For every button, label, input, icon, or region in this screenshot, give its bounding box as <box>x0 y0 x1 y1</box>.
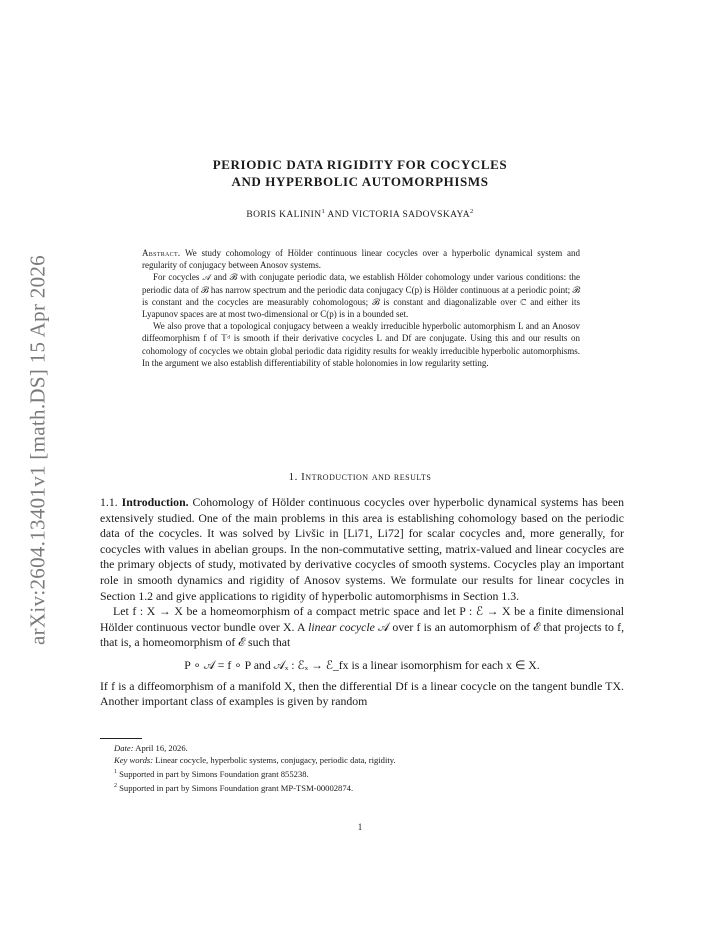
author-2-mark: 2 <box>469 208 474 215</box>
author-1: BORIS KALININ <box>246 210 322 221</box>
paper-title <box>100 156 620 190</box>
date-label: Date: <box>114 743 134 753</box>
footnote-rule <box>100 738 142 739</box>
author-line <box>100 208 620 220</box>
abstract-text-1: We study cohomology of Hölder continuous linear cocycles over a hyperbolic dynamical system and regularity of conjugacy between Anosov systems. <box>142 248 580 271</box>
arxiv-sidebar-stamp <box>18 245 58 655</box>
emphasis-linear-cocycle: linear cocycle <box>308 619 375 634</box>
intro-paragraph-1 <box>100 495 624 604</box>
footnote-1-mark: 1 <box>114 769 117 775</box>
abstract-paragraph-1 <box>142 247 580 271</box>
intro-paragraph-3: If f is a diffeomorphism of a manifold X, then the differential Df is a linear cocycle on the tangent bundle TX. Another important class of examples is given by random <box>100 678 624 709</box>
subsection-number: 1.1. <box>100 495 122 509</box>
author-2: VICTORIA SADOVSKAYA <box>351 210 470 221</box>
title-line-2: AND HYPERBOLIC AUTOMORPHISMS <box>231 174 489 189</box>
author-1-mark: 1 <box>321 208 326 215</box>
footnote-keywords <box>114 754 624 766</box>
keywords-label: Key words: <box>114 755 154 765</box>
display-equation: P ∘ 𝒜 = f ∘ P and 𝒜ₓ : ℰₓ → ℰ_fx is a linear isomorphism for each x ∈ X. <box>184 657 540 672</box>
footnote-2-mark: 2 <box>114 782 117 789</box>
arxiv-identifier: arXiv:2604.13401v1 [math.DS] 15 Apr 2026 <box>25 255 50 645</box>
subsection-title: Introduction. <box>121 495 189 509</box>
footnote-1-text: Supported in part by Simons Foundation grant 855238. <box>117 768 309 779</box>
abstract-paragraph-2: For cocycles 𝒜 and ℬ with conjugate periodic data, we establish Hölder cohomology under various conditions: the periodic data of ℬ has narrow spectrum and the periodic data conjugacy C(p) is Hölder continuous at a periodic point; ℬ is constant and the cocycles are measurably cohomologous; ℬ is constant and diagonalizable over ℂ and either its Lyapunov spaces are at most two-dimensional or C(p) is in a bounded set. <box>142 272 580 320</box>
footnote-2 <box>114 780 624 794</box>
intro-text-1: Cohomology of Hölder continuous cocycles over hyperbolic dynamical systems has been extensively studied. One of the main problems in this area is establishing cohomology based on the periodic data of the cocycles. It was solved by Livšic in [Li71, Li72] for scalar cocycles and, more generally, for cocycles with values in abelian groups. In the non-commutative setting, matrix-valued and linear cocycles are the primary objects of study, motivated by derivative cocycles of smooth systems. Cocycles play an important role in smooth dynamics and rigidity of Anosov systems. We formulate our results for linear cocycles in Section 1.2 and give applications to rigidity of hyperbolic automorphisms in Section 1.3. <box>100 495 624 603</box>
abstract-paragraph-3: We also prove that a topological conjugacy between a weakly irreducible hyperbolic automorphism L and an Anosov diffeomorphism f of 𝕋ᵈ is smooth if their derivative cocycles L and Df are conjugate. Using this and our results on cohomology of cocycles we obtain global periodic data rigidity results for weakly irreducible hyperbolic automorphisms. In the argument we also establish differentiability of stable holonomies in low regularity setting. <box>142 321 580 368</box>
section-heading: 1. Introduction and results <box>288 471 432 483</box>
body-text <box>100 495 624 710</box>
footnote-date <box>114 742 624 754</box>
footnote-1 <box>114 766 624 780</box>
title-line-1: PERIODIC DATA RIGIDITY FOR COCYCLES <box>212 157 508 172</box>
author-conjunction: AND <box>325 210 352 221</box>
date-value: April 16, 2026. <box>133 743 188 753</box>
footnotes <box>114 742 624 794</box>
intro-text-2a: Let f : X → X be a homeomorphism of a compact metric space and let P : ℰ → X be a finite dimensional Hölder continuous vector bundle over X. A <box>100 604 624 634</box>
abstract <box>142 247 580 369</box>
footnote-2-text: Supported in part by Simons Foundation grant MP-TSM-00002874. <box>117 782 354 793</box>
intro-paragraph-2 <box>100 604 624 651</box>
keywords-value: Linear cocycle, hyperbolic systems, conjugacy, periodic data, rigidity. <box>153 755 396 765</box>
intro-text-2b: 𝒜 over f is an automorphism of ℰ that projects to f, that is, a homeomorphism of ℰ such that <box>100 619 625 650</box>
page-number: 1 <box>357 822 363 832</box>
abstract-label: Abstract. <box>142 248 181 258</box>
